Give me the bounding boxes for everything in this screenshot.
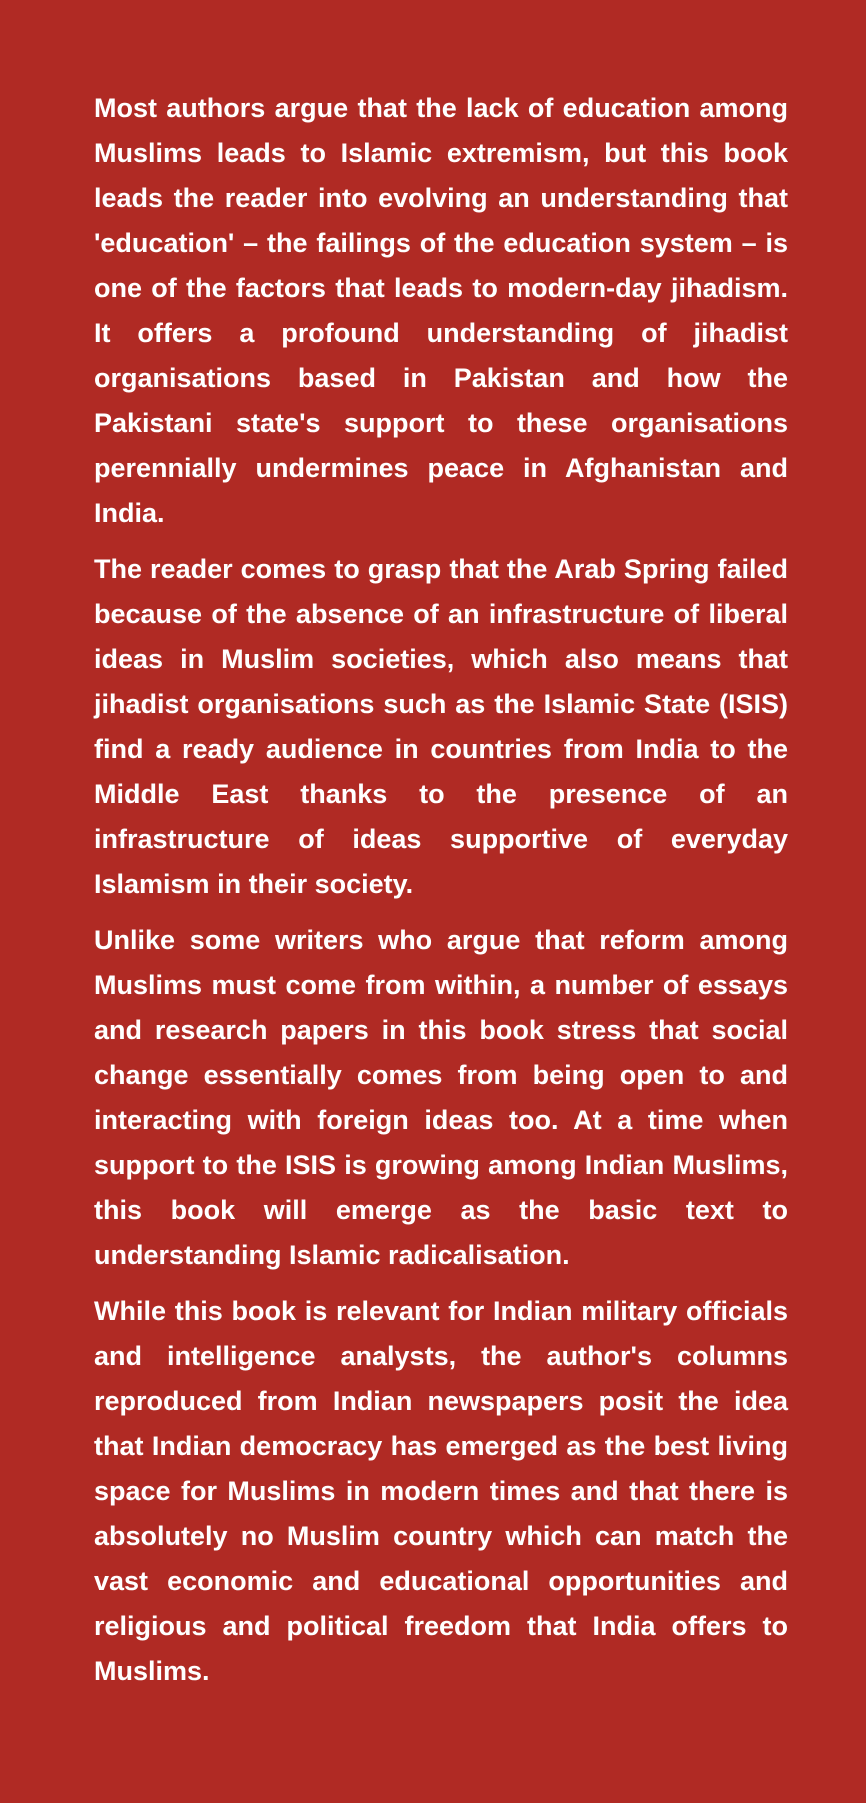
blurb-paragraph-4: While this book is relevant for Indian military officials and intelligence analysts, the author's columns reproduced from Indian newspapers posit the idea that Indian democracy has emerged as the best living space for Muslims in modern times and that there is absolutely no Muslim country which can match the vast economic and educational opportunities and religious and political freedom that India offers to Muslims. [94, 1296, 788, 1686]
blurb-paragraph-3: Unlike some writers who argue that reform among Muslims must come from within, a number of essays and research papers in this book stress that social change essentially comes from being open to and interacting with foreign ideas too. At a time when support to the ISIS is growing among Indian Muslims, this book will emerge as the basic text to understanding Islamic radicalisation. [94, 925, 788, 1270]
blurb-paragraph-1: Most authors argue that the lack of education among Muslims leads to Islamic extremism, but this book leads the reader into evolving an understanding that 'education' – the failings of the education system – is one of the factors that leads to modern-day jihadism. It offers a profound understanding of jihadist organisations based in Pakistan and how the Pakistani state's support to these organisations perennially undermines peace in Afghanistan and India. [94, 93, 788, 528]
blurb-paragraph-2: The reader comes to grasp that the Arab Spring failed because of the absence of an infrastructure of liberal ideas in Muslim societies, which also means that jihadist organisations such as the Islamic State (ISIS) find a ready audience in countries from India to the Middle East thanks to the presence of an infrastructure of ideas supportive of everyday Islamism in their society. [94, 554, 788, 899]
blurb-text [94, 86, 788, 1694]
